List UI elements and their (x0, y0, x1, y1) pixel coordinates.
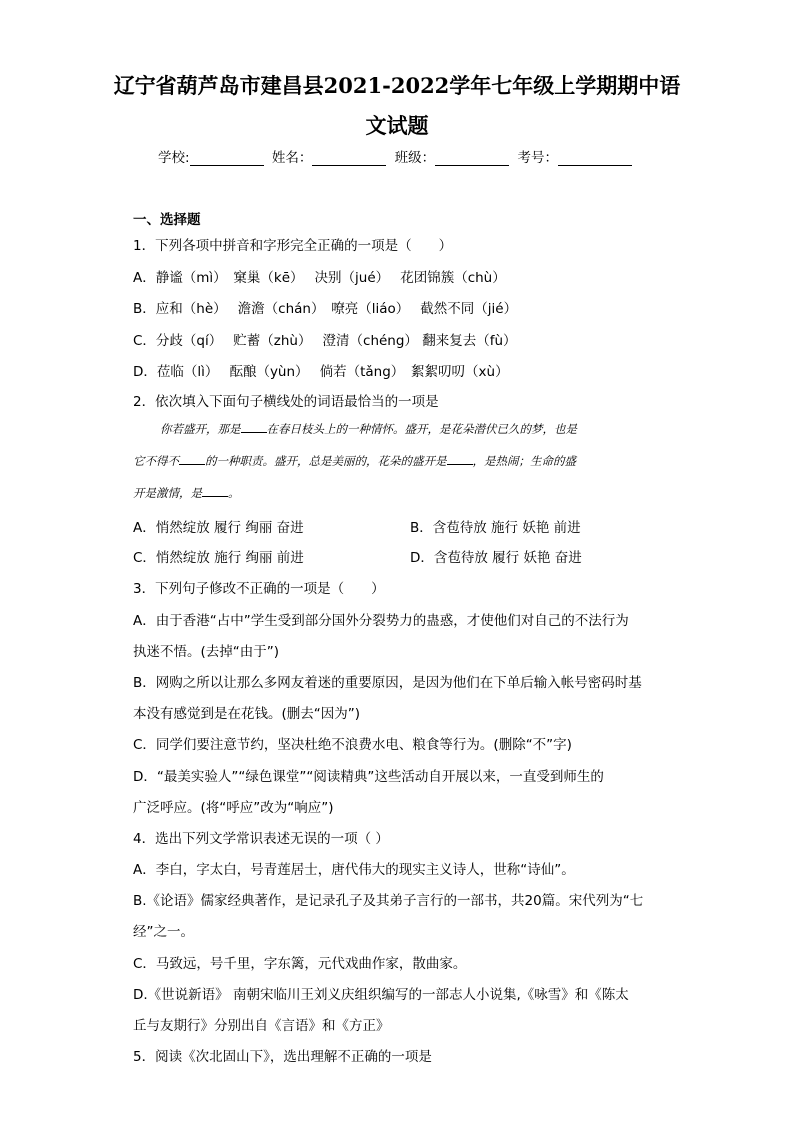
question-1-option-d: D．莅临（lì） 酝酿（yùn） 倘若（tǎng） 絮絮叨叨（xù） (133, 364, 509, 380)
document-title-line1: 辽宁省葫芦岛市建昌县2021-2022学年七年级上学期期中语 (113, 73, 681, 98)
exam-number-label: 考号： (517, 150, 558, 166)
exam-number-blank[interactable] (558, 151, 632, 166)
passage-text: 的一种职责。盛开，总是美丽的，花朵的盛开是 (205, 454, 447, 468)
question-3-line: 执迷不悟。(去掉“由于”) (133, 644, 280, 660)
class-label: 班级： (394, 150, 436, 166)
school-label: 学校: (158, 150, 190, 166)
passage-text: 你若盛开，那是 (160, 422, 241, 436)
question-4-line: D.《世说新语》 南朝宋临川王刘义庆组织编写的一部志人小说集,《咏雪》和《陈太 (133, 987, 629, 1003)
question-4-line: 经”之一。 (133, 924, 194, 940)
class-blank[interactable] (435, 151, 509, 166)
question-3-line: A．由于香港“占中”学生受到部分国外分裂势力的蛊惑，才使他们对自己的不法行为 (133, 613, 629, 629)
question-4-line: A．李白，字太白，号青莲居士，唐代伟大的现实主义诗人，世称“诗仙”。 (133, 862, 575, 878)
name-label: 姓名： (271, 150, 313, 166)
question-1-option-a: A．静谧（mì） 窠巢（kē） 决别（jué） 花团锦簇（chù） (133, 270, 506, 286)
question-1-stem: 1．下列各项中拼音和字形完全正确的一项是（ ） (133, 238, 453, 254)
school-blank[interactable] (190, 151, 264, 166)
question-3-line: B．网购之所以让那么多网友着迷的重要原因，是因为他们在下单后输入帐号密码时基 (133, 675, 642, 691)
passage-text: 在春日枝头上的一种情怀。盛开，是花朵潜伏已久的梦，也是 (266, 422, 577, 436)
question-2-option-a: A．悄然绽放 履行 绚丽 奋进 (133, 520, 304, 536)
question-5-stem: 5．阅读《次北固山下》，选出理解不正确的一项是 (133, 1049, 432, 1065)
passage-text: 它不得不 (133, 454, 179, 468)
question-3-line: D．“最美实验人”“绿色课堂”“阅读精典”这些活动自开展以来，一直受到师生的 (133, 769, 604, 785)
name-blank[interactable] (312, 151, 386, 166)
question-2-stem: 2．依次填入下面句子横线处的词语最恰当的一项是 (133, 394, 439, 410)
fill-blank (202, 485, 228, 497)
passage-text: 开是激情，是 (133, 486, 202, 500)
question-4-line: C．马致远，号千里，字东篱，元代戏曲作家，散曲家。 (133, 956, 467, 972)
question-2-passage-line3 (133, 485, 240, 501)
question-1-option-c: C．分歧（qí） 贮蓄（zhù） 澄清（chéng） 翻来复去（fù） (133, 333, 517, 349)
question-4-line: 丘与友期行》分别出自《言语》和《方正》 (133, 1018, 390, 1034)
fill-blank (179, 453, 205, 465)
document-title-line2: 文试题 (365, 113, 429, 138)
section-heading: 一、选择题 (133, 212, 201, 228)
question-2-passage-line1 (160, 421, 577, 437)
fill-blank (241, 421, 267, 433)
question-2-option-c: C．悄然绽放 施行 绚丽 前进 (133, 550, 304, 566)
question-1-option-b: B．应和（hè） 澹澹（chán） 嘹亮（liáo） 截然不同（jié） (133, 301, 518, 317)
question-2-option-b: B．含苞待放 施行 妖艳 前进 (410, 520, 581, 536)
question-3-stem: 3．下列句子修改不正确的一项是（ ） (133, 581, 385, 597)
question-2-passage-line2 (133, 453, 576, 469)
fill-blank (447, 453, 473, 465)
question-4-line: B.《论语》儒家经典著作，是记录孔子及其弟子言行的一部书，共20篇。宋代列为“七 (133, 893, 644, 909)
question-3-line: 广泛呼应。(将“呼应”改为“响应”) (133, 800, 334, 816)
student-info-row (0, 146, 794, 166)
passage-text: 。 (228, 486, 240, 500)
question-4-stem: 4．选出下列文学常识表述无误的一项（ ） (133, 831, 389, 847)
question-3-line: C．同学们要注意节约，坚决杜绝不浪费水电、粮食等行为。(删除“不”字) (133, 737, 572, 753)
question-2-option-d: D．含苞待放 履行 妖艳 奋进 (410, 550, 582, 566)
question-3-line: 本没有感觉到是在花钱。(删去“因为”) (133, 706, 361, 722)
passage-text: ，是热闹；生命的盛 (472, 454, 576, 468)
